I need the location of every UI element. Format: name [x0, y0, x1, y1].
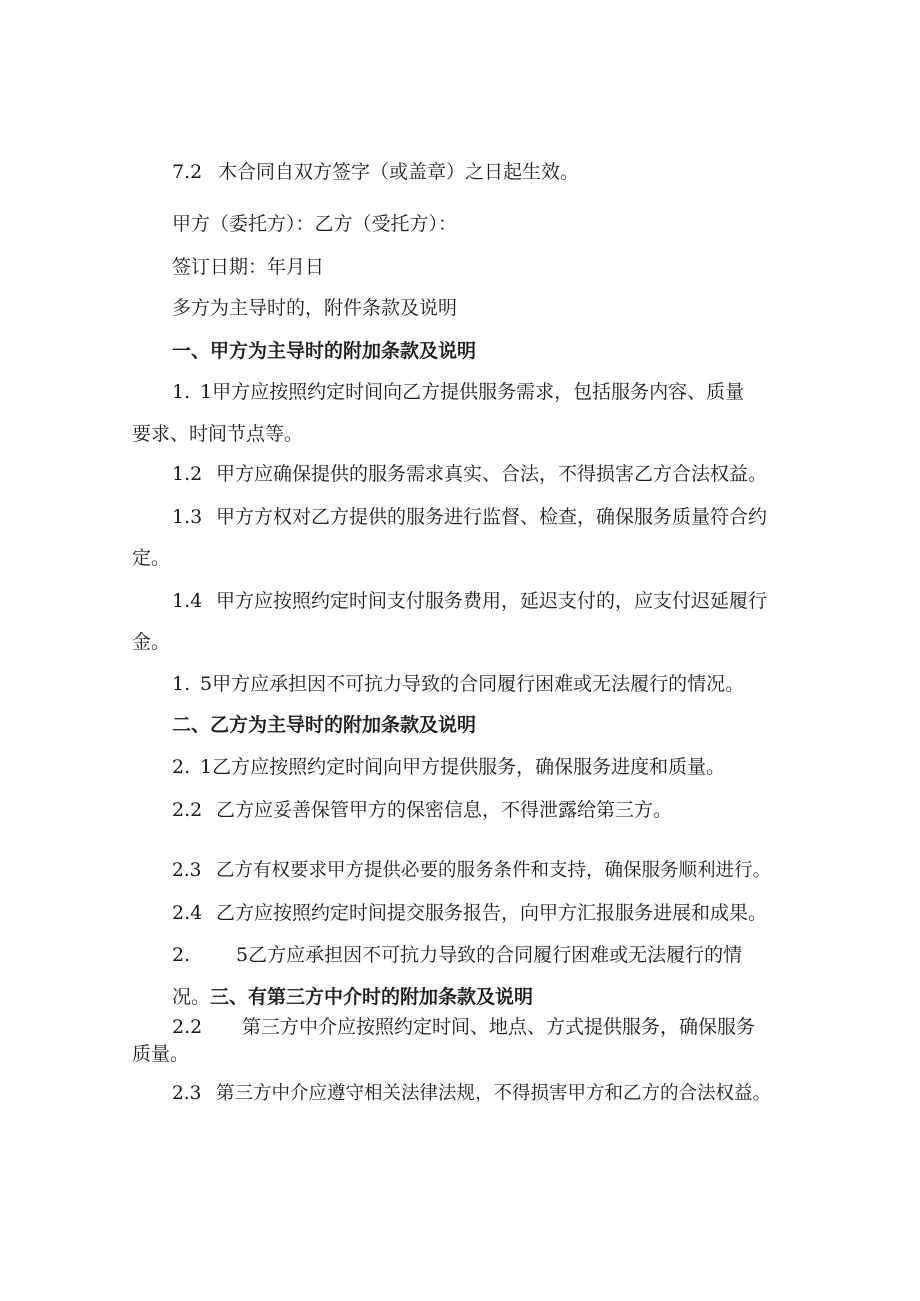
clause-text: 甲方应确保提供的服务需求真实、合法，不得损害乙方合法权益。 [216, 463, 768, 485]
clause-number: 1.4 [172, 590, 203, 612]
parties-line: 甲方（委托方）：乙方（受托方）： [172, 213, 458, 235]
clause-text: 甲方应按照约定时间支付服务费用，延迟支付的，应支付迟延履行 [216, 590, 768, 612]
clause-text: 第三方中介应按照约定时间、地点、方式提供服务，确保服务 [242, 1016, 756, 1038]
clause-text: 1甲方应按照约定时间向乙方提供服务需求，包括服务内容、质量 [200, 381, 745, 403]
clause-text: 第三方中介应遵守相关法律法规，不得损害甲方和乙方的合法权益。 [216, 1083, 772, 1104]
clause-1-2 [172, 462, 767, 486]
clause-number: 2.2 [172, 799, 203, 821]
sign-date-line: 签订日期：年月日 [172, 256, 325, 278]
clause-text: 5甲方应承担因不可抗力导致的合同履行困难或无法履行的情况。 [200, 673, 745, 695]
section-2-heading: 二、乙方为主导时的附加条款及说明 [172, 714, 477, 736]
clause-number: 2.3 [172, 860, 202, 881]
section-3-line [172, 985, 533, 1009]
clause-number: 2. [172, 756, 191, 778]
clause-text: 1乙方应按照约定时间向甲方提供服务，确保服务进度和质量。 [200, 756, 726, 778]
intro-line: 多方为主导时的，附件条款及说明 [172, 297, 458, 319]
clause-text: 木合同自双方签字（或盖章）之日起生效。 [218, 161, 580, 183]
clause-3-2 [172, 1015, 755, 1039]
clause-text: 乙方应按照约定时间提交服务报告，向甲方汇报服务进展和成果。 [216, 902, 768, 924]
section-3-heading: 三、有第三方中介时的附加条款及说明 [210, 986, 534, 1008]
clause-7-2 [172, 160, 579, 184]
clause-2-2 [172, 798, 672, 822]
clause-text: 乙方有权要求甲方提供必要的服务条件和支持，确保服务顺利进行。 [216, 860, 772, 881]
clause-text: 乙方应妥善保管甲方的保密信息，不得泄露给第三方。 [216, 799, 673, 821]
clause-1-4-continued: 金。 [132, 631, 171, 653]
clause-1-4 [172, 589, 767, 613]
clause-1-5 [172, 672, 744, 696]
clause-2-5 [172, 943, 742, 967]
clause-text: 甲方方权对乙方提供的服务进行监督、检查，确保服务质量符合约 [216, 506, 768, 528]
clause-2-3 [172, 859, 771, 883]
clause-3-2-continued: 质量。 [132, 1043, 190, 1065]
clause-1-1-continued: 要求、时间节点等。 [132, 423, 304, 445]
clause-number: 1.3 [172, 506, 203, 528]
clause-1-1 [172, 380, 744, 404]
clause-2-5-continued: 况。 [172, 986, 211, 1008]
clause-number: 2. [172, 944, 191, 966]
clause-3-3 [172, 1082, 771, 1106]
clause-number: 2.2 [172, 1016, 203, 1038]
clause-number: 1.2 [172, 463, 203, 485]
clause-1-3 [172, 505, 767, 529]
clause-number: 2.4 [172, 902, 203, 924]
clause-number: 7.2 [172, 161, 203, 183]
clause-number: 1. [172, 673, 191, 695]
clause-1-3-continued: 定。 [132, 547, 171, 569]
clause-text: 5乙方应承担因不可抗力导致的合同履行困难或无法履行的情 [236, 944, 743, 966]
clause-number: 1. [172, 381, 191, 403]
clause-2-1 [172, 755, 725, 779]
section-1-heading: 一、甲方为主导时的附加条款及说明 [172, 340, 477, 362]
clause-2-4 [172, 901, 767, 925]
clause-number: 2.3 [172, 1083, 202, 1104]
